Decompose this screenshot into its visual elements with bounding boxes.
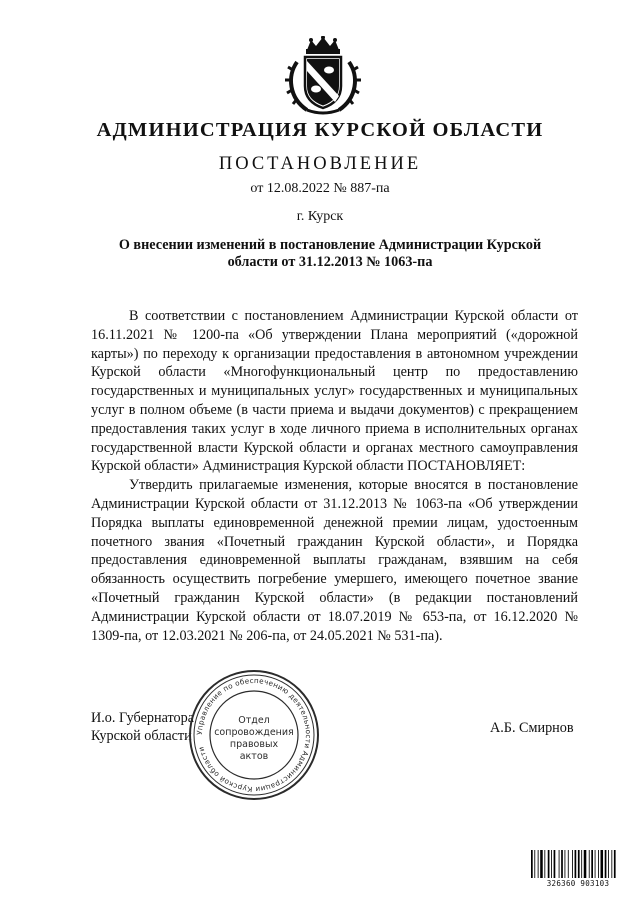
stamp-ring-text: Управление по обеспечению деятельности Администрации Курской области [194,675,314,795]
barcode-bar [591,850,593,878]
barcode-bar [605,850,607,878]
barcode [530,850,626,878]
document-body [91,307,578,645]
barcode-bar [578,850,580,878]
barcode-bar [598,850,599,878]
barcode-bar [608,850,609,878]
barcode-bar [601,850,604,878]
barcode-bar [589,850,590,878]
barcode-bar [534,850,535,878]
document-city: г. Курск [296,209,344,224]
barcode-bar [540,850,543,878]
organization-title: АДМИНИСТРАЦИЯ КУРСКОЙ ОБЛАСТИ [96,119,544,141]
barcode-bar [614,850,616,878]
barcode-bar [581,850,582,878]
barcode-bar [544,850,545,878]
barcode-bar [538,850,539,878]
document-date-number: от 12.08.2022 № 887-па [250,181,390,196]
barcode-bar [611,850,612,878]
stamp-center-line: Отдел [238,715,270,726]
body-paragraph: Утвердить прилагаемые изменения, которые вносятся в постановление Администрации Курской области от 31.12.2013 № 1063-па «Об утверждении Порядка выплаты единовременной денежной премии лицам, удостоенным почетного звания «Почетный гражданин Курской области», и Порядка предоставления единовременной выплаты гражданам, взявшим на себя обязанность осуществить погребение умершего, имеющего почетное звание «Почетный гражданин Курской области» (в редакции постановлений Администрации Курской области от 18.07.2019 № 653-па, от 16.12.2020 № 1309-па, от 12.03.2021 № 206-па, от 24.05.2021 № 531-па). [91,477,578,644]
stamp-center-line: актов [239,751,269,762]
body-paragraph: В соответствии с постановлением Администрации Курской области от 16.11.2021 № 1200-па «Об утверждении Плана мероприятий («дорожной карты») по переходу к организации предоставления в автономном учреждении Курской области «Многофункциональный центр по предоставлению государственных и муниципальных услуг» государственных и муниципальных услуг в полном объеме (в части приема и выдачи документов) с прекращением предоставления таких услуг в ходе личного приема в исполнительных органах государственной власти Курской области и органах местного самоуправления Курской области» Администрация Курской области ПОСТАНОВЛЯЕТ: [91,308,578,475]
barcode-bar [559,850,560,878]
signatory-position-line: И.о. Губернатора [91,710,194,726]
barcode-bar [575,850,577,878]
barcode-bar [572,850,573,878]
official-stamp [186,667,322,803]
document-subject: О внесении изменений в постановление Администрации Курской области от 31.12.2013 № 1063-па [118,237,542,270]
barcode-bar [584,850,587,878]
barcode-bar [595,850,596,878]
signatory-name: А.Б. Смирнов [490,720,574,736]
barcode-bar [565,850,566,878]
barcode-bar [568,850,569,878]
document-type: ПОСТАНОВЛЕНИЕ [218,154,422,174]
stamp-center-line: сопровождения [214,727,294,738]
barcode-bar [531,850,533,878]
signatory-position [91,709,194,745]
barcode-bar [548,850,550,878]
stamp-center-line: правовых [229,739,279,750]
barcode-bar [551,850,552,878]
barcode-bar [554,850,556,878]
signatory-position-line: Курской области [91,728,192,744]
coat-of-arms-icon [285,36,361,116]
barcode-bar [561,850,563,878]
barcode-number: 326360 903103 [546,879,610,888]
